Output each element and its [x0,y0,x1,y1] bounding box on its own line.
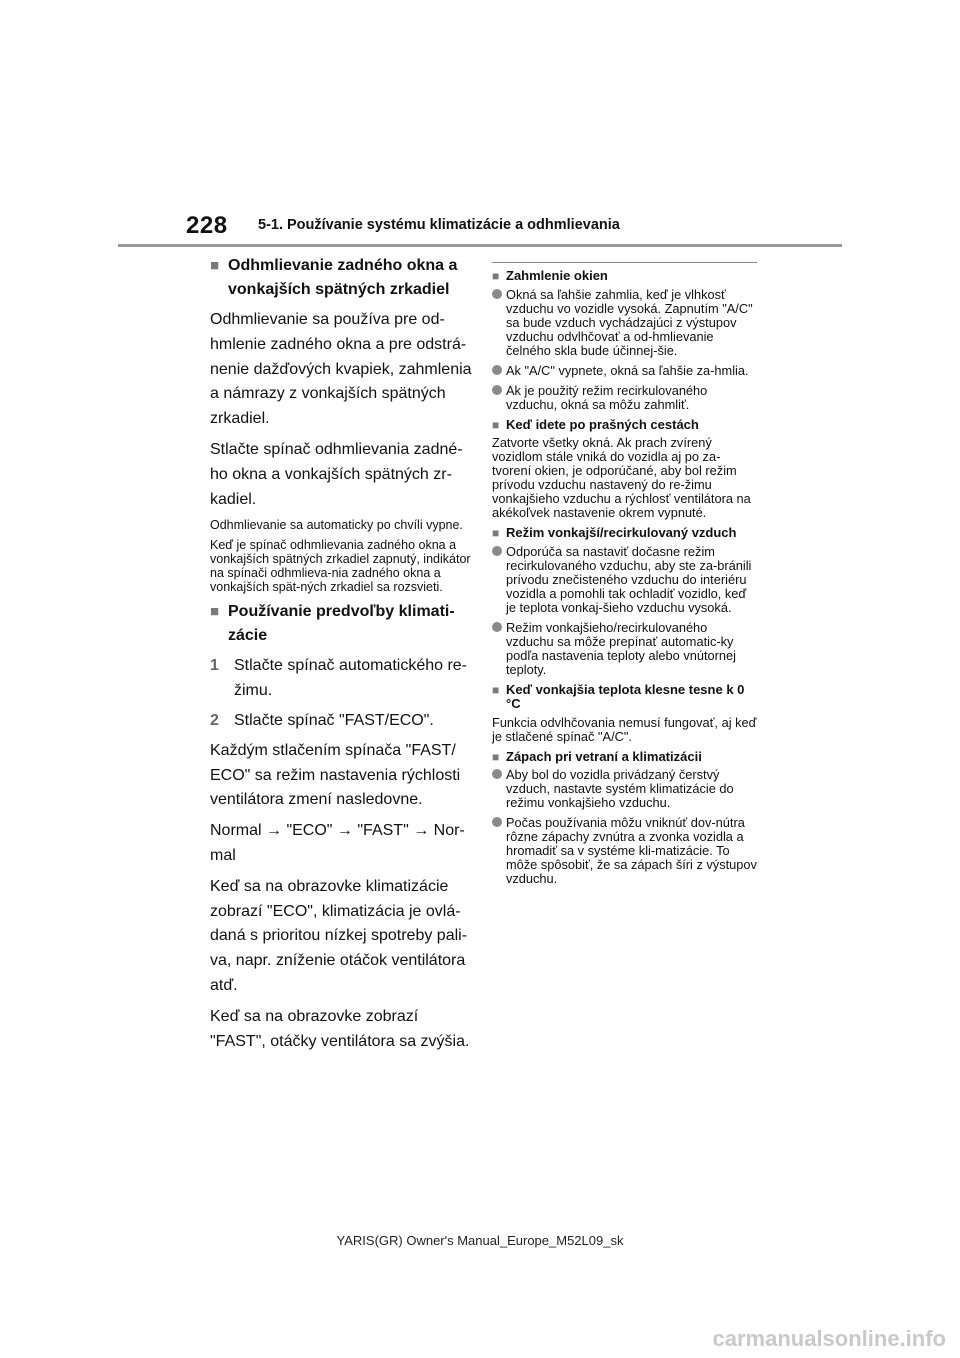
heading-rear-defogger [210,254,472,302]
heading-dusty-roads [492,418,757,433]
heading-text: Keď vonkajšia teplota klesne tesne k 0 °C [506,681,745,711]
paragraph: Odhmlievanie sa používa pre od-hmlenie zadného okna a pre odstrá-nenie dažďových kvapiek, zahmlenia a námrazy z vonkajších spätných zrkadiel. [210,311,472,428]
circle-bullet-icon [492,289,502,299]
page-number: 228 [186,212,228,239]
step-text: Stlačte spínač "FAST/ECO". [234,711,434,729]
heading-text: Používanie predvoľby klimati-zácie [228,603,455,645]
circle-bullet-icon [492,769,502,779]
note: Odhmlievanie sa automaticky po chvíli vypne. [210,518,463,533]
bullet-item [492,816,757,886]
square-bullet-icon: ■ [492,749,500,764]
bullet-text: Ak "A/C" vypnete, okná sa ľahšie za-hmlia. [506,362,749,378]
square-bullet-icon: ■ [210,603,220,621]
heading-near-zero [492,683,757,712]
heading-air-mode [492,526,757,541]
footer-text: YARIS(GR) Owner's Manual_Europe_M52L09_sk [336,1233,624,1248]
left-column [210,254,472,1060]
heading-text: Zahmlenie okien [506,268,608,283]
paragraph: Zatvorte všetky okná. Ak prach zvírený vozidlom stále vniká do vozidla aj po za-tvorení okien, je odporúčané, aby bol režim prívodu vzduchu nastavený do re-žimu vonkajšieho vzduchu a rýchlosť ventilátora na akékoľvek nastavenie okrem vypnuté. [492,435,751,520]
bullet-text: Odporúča sa nastaviť dočasne režim recirkulovaného vzduchu, aby ste za-bránili prívodu znečisteného vzduchu do interiéru vozidla a pomohli tak ochladiť vozidlo, keď je teplota vonkaj-šieho vzduchu vysoká. [506,543,752,615]
square-bullet-icon: ■ [492,526,500,540]
paragraph: Funkcia odvlhčovania nemusí fungovať, aj keď je stlačené spínač "A/C". [492,714,757,744]
info-divider [492,262,757,263]
circle-bullet-icon [492,817,502,827]
bullet-item [492,545,757,615]
bullet-text: Okná sa ľahšie zahmlia, keď je vlhkosť vzduchu vo vozidle vysoká. Zapnutím "A/C" sa bude vzduch vychádzajúci z výstupov vzduchu odvlhčovať a od-hmlievanie čelného skla bude účinnej-šie. [506,286,753,358]
bullet-item [492,364,757,378]
bullet-text: Aby bol do vozidla privádzaný čerstvý vzduch, nastavte systém klimatizácie do režimu vonkajšieho vzduchu. [506,767,734,810]
square-bullet-icon: ■ [492,417,500,432]
step-2 [210,709,472,734]
bullet-text: Režim vonkajšieho/recirkulovaného vzduchu sa môže prepínať automatic-ky podľa nastavenia teploty alebo vnútornej teploty. [506,619,736,677]
bullet-text: Počas používania môžu vniknúť dov-nútra rôzne zápachy zvnútra a zvonka vozidla a hromadiť sa v systéme kli-matizácie. To môže spôsobiť, že sa zápach šíri z výstupov vzduchu. [506,815,757,886]
bullet-text: Ak je použitý režim recirkulovaného vzduchu, okná sa môžu zahmliť. [506,382,708,412]
paragraph: Keď sa na obrazovke zobrazí "FAST", otáčky ventilátora sa zvýšia. [210,1007,470,1050]
bullet-item [492,288,757,358]
heading-climate-preset [210,600,472,648]
watermark: carmanualsonline.info [712,1326,946,1351]
paragraph: Každým stlačením spínača "FAST/ ECO" sa režim nastavenia rýchlosti ventilátora zmení nasledovne. [210,741,461,809]
step-number: 2 [210,711,219,729]
mode-sequence: Normal → "ECO" → "FAST" → Nor-mal [210,822,465,864]
circle-bullet-icon [492,365,502,375]
heading-text: Režim vonkajší/recirkulovaný vzduch [506,525,737,540]
bullet-item [492,384,757,412]
step-1 [210,654,472,704]
heading-text: Zápach pri vetraní a klimatizácii [506,748,702,764]
circle-bullet-icon [492,546,502,556]
circle-bullet-icon [492,622,502,632]
bullet-item [492,768,757,810]
heading-text: Odhmlievanie zadného okna a vonkajších spätných zrkadiel [228,257,458,298]
right-column [492,262,757,892]
note: Keď je spínač odhmlievania zadného okna a vonkajších spätných zrkadiel zapnutý, indikátor na spínači odhmlieva-nia zadného okna a vonkajších spät-ných zrkadiel sa rozsvieti. [210,538,471,595]
step-text: Stlačte spínač automatického re-žimu. [234,657,468,700]
square-bullet-icon: ■ [492,269,500,283]
paragraph: Stlačte spínač odhmlievania zadné-ho okna a vonkajších spätných zr-kadiel. [210,440,463,508]
bullet-item [492,621,757,677]
section-title: 5-1. Používanie systému klimatizácie a odhmlievania [258,217,620,233]
heading-odor [492,750,757,765]
circle-bullet-icon [492,385,502,395]
square-bullet-icon: ■ [492,682,500,697]
paragraph: Keď sa na obrazovke klimatizácie zobrazí "ECO", klimatizácia je ovlá-daná s prioritou nízkej spotreby pali-va, napr. zníženie otáčok ventilátora atď. [210,877,468,994]
heading-text: Keď idete po prašných cestách [506,416,699,432]
square-bullet-icon: ■ [210,257,220,274]
header-divider [118,244,842,247]
heading-window-fogging [492,269,757,284]
step-number: 1 [210,657,219,675]
